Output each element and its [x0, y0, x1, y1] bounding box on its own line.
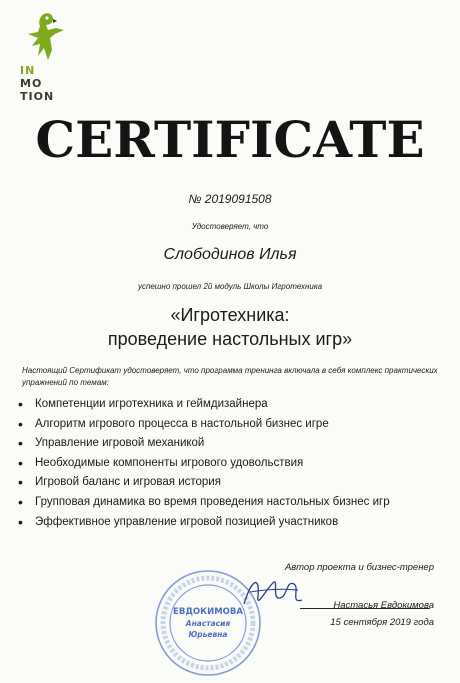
certificate-number: № 2019091508 [188, 192, 272, 206]
recipient-name: Слободинов Илья [163, 246, 297, 263]
logo-text-line2: MO [20, 77, 43, 90]
list-item: • Групповая динамика во время проведения настольных бизнес игр [18, 494, 438, 510]
course-title [0, 303, 460, 351]
signer-name: Настасья Евдокимова [333, 600, 434, 611]
list-item: • Компетенции игротехника и геймдизайнера [18, 396, 438, 412]
signer-title: Автор проекта и бизнес-тренер [284, 562, 434, 573]
list-item: • Необходимые компоненты игрового удовольствия [18, 455, 438, 471]
list-item: • Алгоритм игрового процесса в настольной бизнес игре [18, 416, 438, 432]
completion-text: успешно прошел 2й модуль Школы Игротехника [137, 282, 323, 291]
stamp-first-name: Анастасия [185, 619, 231, 628]
handwritten-signature [238, 570, 308, 615]
certifies-text: Удостоверяет, что [191, 222, 269, 231]
program-intro: Настоящий Сертификат удостоверяет, что программа тренинга включала в себя комплекс практических упражнений по темам: [22, 366, 438, 387]
inmotion-logo [20, 10, 70, 105]
stamp-surname: ЕВДОКИМОВА [173, 607, 243, 617]
list-item: • Игровой баланс и игровая история [18, 474, 438, 490]
stamp-patronymic: Юрьевна [188, 630, 228, 639]
course-title-line1: «Игротехника: [170, 305, 290, 325]
list-item: • Управление игровой механикой [18, 435, 438, 451]
logo-text-line3: TION [20, 90, 55, 103]
logo-text-line1: IN [20, 64, 36, 77]
list-item: • Эффективное управление игровой позицией участников [18, 514, 438, 530]
topics-list [18, 396, 438, 533]
parrot-icon [22, 10, 68, 62]
issue-date: 15 сентября 2019 года [330, 617, 434, 628]
course-title-line2: проведение настольных игр» [107, 329, 353, 349]
certificate-title: CERTIFICATE [35, 110, 425, 169]
